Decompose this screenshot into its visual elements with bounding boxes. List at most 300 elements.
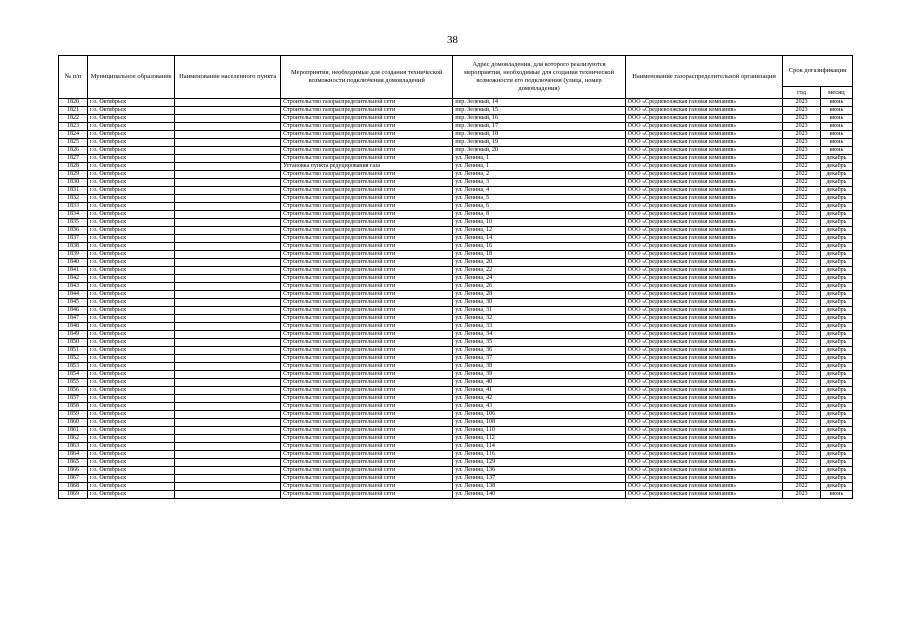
cell-measure: Строительство газораспределительной сети <box>281 451 453 459</box>
cell-num: 1841 <box>59 267 88 275</box>
table-row <box>59 395 853 403</box>
cell-measure: Строительство газораспределительной сети <box>281 235 453 243</box>
cell-address: ул. Ленина, 14 <box>453 235 625 243</box>
cell-settlement <box>175 123 281 131</box>
cell-month: июнь <box>820 107 852 115</box>
cell-address: ул. Ленина, 16 <box>453 243 625 251</box>
cell-municipality: г.о. Октябрьск <box>88 379 175 387</box>
cell-year: 2022 <box>783 171 820 179</box>
cell-month: декабрь <box>820 443 852 451</box>
cell-settlement <box>175 163 281 171</box>
cell-municipality: г.о. Октябрьск <box>88 155 175 163</box>
cell-num: 1835 <box>59 219 88 227</box>
cell-address: пер. Зеленый, 15 <box>453 107 625 115</box>
cell-year: 2022 <box>783 267 820 275</box>
cell-address: ул. Ленина, 3 <box>453 179 625 187</box>
table-row <box>59 411 853 419</box>
table-row <box>59 475 853 483</box>
cell-settlement <box>175 203 281 211</box>
table-row <box>59 99 853 107</box>
cell-organization: ООО «Средневолжская газовая компания» <box>625 299 783 307</box>
cell-measure: Строительство газораспределительной сети <box>281 427 453 435</box>
table-row <box>59 107 853 115</box>
cell-month: июнь <box>820 131 852 139</box>
cell-year: 2022 <box>783 331 820 339</box>
cell-settlement <box>175 315 281 323</box>
cell-organization: ООО «Средневолжская газовая компания» <box>625 315 783 323</box>
cell-num: 1855 <box>59 379 88 387</box>
cell-address: пер. Зеленый, 18 <box>453 131 625 139</box>
cell-address: ул. Ленина, 129 <box>453 459 625 467</box>
cell-organization: ООО «Средневолжская газовая компания» <box>625 219 783 227</box>
cell-settlement <box>175 347 281 355</box>
cell-measure: Строительство газораспределительной сети <box>281 387 453 395</box>
table-row <box>59 291 853 299</box>
table-row <box>59 235 853 243</box>
cell-year: 2022 <box>783 307 820 315</box>
cell-month: декабрь <box>820 411 852 419</box>
cell-address: ул. Ленина, 5 <box>453 195 625 203</box>
cell-measure: Строительство газораспределительной сети <box>281 123 453 131</box>
cell-year: 2023 <box>783 139 820 147</box>
cell-settlement <box>175 291 281 299</box>
cell-municipality: г.о. Октябрьск <box>88 355 175 363</box>
cell-municipality: г.о. Октябрьск <box>88 315 175 323</box>
cell-measure: Установка пункта редуцирования газа <box>281 163 453 171</box>
cell-year: 2023 <box>783 123 820 131</box>
cell-settlement <box>175 363 281 371</box>
cell-address: ул. Ленина, 26 <box>453 283 625 291</box>
cell-municipality: г.о. Октябрьск <box>88 259 175 267</box>
table-body <box>59 99 853 499</box>
cell-organization: ООО «Средневолжская газовая компания» <box>625 275 783 283</box>
cell-organization: ООО «Средневолжская газовая компания» <box>625 171 783 179</box>
cell-year: 2022 <box>783 323 820 331</box>
table-row <box>59 131 853 139</box>
table-row <box>59 355 853 363</box>
cell-month: июнь <box>820 491 852 499</box>
cell-year: 2022 <box>783 483 820 491</box>
cell-address: ул. Ленина, 1 <box>453 163 625 171</box>
cell-address: ул. Ленина, 12 <box>453 227 625 235</box>
cell-settlement <box>175 491 281 499</box>
cell-measure: Строительство газораспределительной сети <box>281 339 453 347</box>
cell-measure: Строительство газораспределительной сети <box>281 395 453 403</box>
cell-num: 1838 <box>59 243 88 251</box>
cell-settlement <box>175 115 281 123</box>
cell-settlement <box>175 227 281 235</box>
cell-organization: ООО «Средневолжская газовая компания» <box>625 451 783 459</box>
cell-measure: Строительство газораспределительной сети <box>281 139 453 147</box>
cell-municipality: г.о. Октябрьск <box>88 275 175 283</box>
cell-month: декабрь <box>820 195 852 203</box>
cell-num: 1824 <box>59 131 88 139</box>
cell-month: декабрь <box>820 179 852 187</box>
cell-year: 2022 <box>783 371 820 379</box>
cell-year: 2022 <box>783 179 820 187</box>
cell-measure: Строительство газораспределительной сети <box>281 355 453 363</box>
cell-municipality: г.о. Октябрьск <box>88 235 175 243</box>
cell-municipality: г.о. Октябрьск <box>88 435 175 443</box>
table-row <box>59 211 853 219</box>
table-row <box>59 315 853 323</box>
table-row <box>59 347 853 355</box>
cell-municipality: г.о. Октябрьск <box>88 291 175 299</box>
table-row <box>59 459 853 467</box>
cell-settlement <box>175 195 281 203</box>
cell-organization: ООО «Средневолжская газовая компания» <box>625 435 783 443</box>
cell-settlement <box>175 155 281 163</box>
cell-month: декабрь <box>820 475 852 483</box>
cell-settlement <box>175 283 281 291</box>
cell-num: 1869 <box>59 491 88 499</box>
cell-num: 1820 <box>59 99 88 107</box>
cell-month: июнь <box>820 147 852 155</box>
cell-num: 1848 <box>59 323 88 331</box>
cell-municipality: г.о. Октябрьск <box>88 251 175 259</box>
cell-organization: ООО «Средневолжская газовая компания» <box>625 99 783 107</box>
header-deadline: Срок догазификации <box>783 56 853 87</box>
cell-organization: ООО «Средневолжская газовая компания» <box>625 123 783 131</box>
cell-address: ул. Ленина, 1 <box>453 155 625 163</box>
cell-municipality: г.о. Октябрьск <box>88 115 175 123</box>
cell-measure: Строительство газораспределительной сети <box>281 459 453 467</box>
cell-municipality: г.о. Октябрьск <box>88 491 175 499</box>
cell-num: 1827 <box>59 155 88 163</box>
cell-municipality: г.о. Октябрьск <box>88 163 175 171</box>
cell-address: ул. Ленина, 30 <box>453 299 625 307</box>
cell-organization: ООО «Средневолжская газовая компания» <box>625 155 783 163</box>
cell-organization: ООО «Средневолжская газовая компания» <box>625 283 783 291</box>
cell-year: 2022 <box>783 315 820 323</box>
cell-municipality: г.о. Октябрьск <box>88 443 175 451</box>
cell-address: ул. Ленина, 34 <box>453 331 625 339</box>
cell-settlement <box>175 219 281 227</box>
cell-num: 1864 <box>59 451 88 459</box>
cell-measure: Строительство газораспределительной сети <box>281 227 453 235</box>
cell-address: пер. Зеленый, 19 <box>453 139 625 147</box>
cell-measure: Строительство газораспределительной сети <box>281 171 453 179</box>
cell-organization: ООО «Средневолжская газовая компания» <box>625 459 783 467</box>
cell-measure: Строительство газораспределительной сети <box>281 347 453 355</box>
cell-year: 2022 <box>783 283 820 291</box>
table-row <box>59 451 853 459</box>
cell-settlement <box>175 251 281 259</box>
cell-year: 2022 <box>783 291 820 299</box>
cell-measure: Строительство газораспределительной сети <box>281 179 453 187</box>
cell-address: ул. Ленина, 39 <box>453 371 625 379</box>
cell-year: 2022 <box>783 235 820 243</box>
cell-organization: ООО «Средневолжская газовая компания» <box>625 339 783 347</box>
cell-organization: ООО «Средневолжская газовая компания» <box>625 371 783 379</box>
cell-municipality: г.о. Октябрьск <box>88 323 175 331</box>
table-row <box>59 379 853 387</box>
cell-year: 2023 <box>783 115 820 123</box>
cell-municipality: г.о. Октябрьск <box>88 307 175 315</box>
cell-address: ул. Ленина, 40 <box>453 379 625 387</box>
cell-municipality: г.о. Октябрьск <box>88 363 175 371</box>
table-row <box>59 259 853 267</box>
cell-settlement <box>175 331 281 339</box>
cell-organization: ООО «Средневолжская газовая компания» <box>625 427 783 435</box>
cell-municipality: г.о. Октябрьск <box>88 475 175 483</box>
cell-year: 2022 <box>783 379 820 387</box>
cell-num: 1853 <box>59 363 88 371</box>
cell-settlement <box>175 379 281 387</box>
header-num: № п/п <box>59 56 88 99</box>
cell-measure: Строительство газораспределительной сети <box>281 299 453 307</box>
cell-organization: ООО «Средневолжская газовая компания» <box>625 243 783 251</box>
cell-municipality: г.о. Октябрьск <box>88 483 175 491</box>
cell-municipality: г.о. Октябрьск <box>88 267 175 275</box>
cell-month: декабрь <box>820 467 852 475</box>
cell-organization: ООО «Средневолжская газовая компания» <box>625 307 783 315</box>
cell-num: 1851 <box>59 347 88 355</box>
cell-organization: ООО «Средневолжская газовая компания» <box>625 403 783 411</box>
cell-year: 2022 <box>783 403 820 411</box>
cell-measure: Строительство газораспределительной сети <box>281 211 453 219</box>
cell-municipality: г.о. Октябрьск <box>88 299 175 307</box>
cell-organization: ООО «Средневолжская газовая компания» <box>625 419 783 427</box>
table-row <box>59 283 853 291</box>
cell-year: 2022 <box>783 275 820 283</box>
cell-address: ул. Ленина, 112 <box>453 435 625 443</box>
cell-num: 1868 <box>59 483 88 491</box>
cell-measure: Строительство газораспределительной сети <box>281 147 453 155</box>
cell-address: ул. Ленина, 8 <box>453 211 625 219</box>
cell-num: 1865 <box>59 459 88 467</box>
cell-num: 1854 <box>59 371 88 379</box>
cell-measure: Строительство газораспределительной сети <box>281 99 453 107</box>
cell-month: декабрь <box>820 275 852 283</box>
table-row <box>59 427 853 435</box>
cell-address: ул. Ленина, 38 <box>453 363 625 371</box>
cell-year: 2022 <box>783 363 820 371</box>
header-municipality: Муниципальное образование <box>88 56 175 99</box>
table-row <box>59 227 853 235</box>
cell-organization: ООО «Средневолжская газовая компания» <box>625 163 783 171</box>
cell-municipality: г.о. Октябрьск <box>88 395 175 403</box>
cell-month: июнь <box>820 123 852 131</box>
cell-measure: Строительство газораспределительной сети <box>281 331 453 339</box>
cell-num: 1849 <box>59 331 88 339</box>
cell-settlement <box>175 107 281 115</box>
cell-settlement <box>175 171 281 179</box>
cell-num: 1852 <box>59 355 88 363</box>
cell-address: ул. Ленина, 114 <box>453 443 625 451</box>
cell-measure: Строительство газораспределительной сети <box>281 195 453 203</box>
cell-address: пер. Зеленый, 16 <box>453 115 625 123</box>
cell-municipality: г.о. Октябрьск <box>88 403 175 411</box>
cell-month: декабрь <box>820 235 852 243</box>
cell-num: 1836 <box>59 227 88 235</box>
cell-municipality: г.о. Октябрьск <box>88 195 175 203</box>
cell-year: 2023 <box>783 131 820 139</box>
cell-year: 2022 <box>783 411 820 419</box>
cell-month: декабрь <box>820 315 852 323</box>
cell-month: декабрь <box>820 371 852 379</box>
cell-num: 1825 <box>59 139 88 147</box>
table-row <box>59 155 853 163</box>
cell-measure: Строительство газораспределительной сети <box>281 251 453 259</box>
cell-month: декабрь <box>820 243 852 251</box>
table-row <box>59 251 853 259</box>
table-row <box>59 179 853 187</box>
cell-address: ул. Ленина, 106 <box>453 411 625 419</box>
cell-settlement <box>175 411 281 419</box>
cell-num: 1840 <box>59 259 88 267</box>
cell-measure: Строительство газораспределительной сети <box>281 467 453 475</box>
cell-month: декабрь <box>820 331 852 339</box>
cell-month: декабрь <box>820 347 852 355</box>
table-row <box>59 483 853 491</box>
cell-settlement <box>175 139 281 147</box>
cell-municipality: г.о. Октябрьск <box>88 283 175 291</box>
cell-num: 1862 <box>59 435 88 443</box>
cell-organization: ООО «Средневолжская газовая компания» <box>625 227 783 235</box>
cell-month: декабрь <box>820 187 852 195</box>
cell-address: ул. Ленина, 24 <box>453 275 625 283</box>
cell-year: 2022 <box>783 451 820 459</box>
cell-month: декабрь <box>820 163 852 171</box>
cell-organization: ООО «Средневолжская газовая компания» <box>625 291 783 299</box>
cell-address: пер. Зеленый, 14 <box>453 99 625 107</box>
cell-measure: Строительство газораспределительной сети <box>281 475 453 483</box>
cell-organization: ООО «Средневолжская газовая компания» <box>625 107 783 115</box>
table-row <box>59 163 853 171</box>
cell-month: декабрь <box>820 419 852 427</box>
cell-month: декабрь <box>820 299 852 307</box>
cell-num: 1826 <box>59 147 88 155</box>
cell-address: ул. Ленина, 110 <box>453 427 625 435</box>
cell-num: 1846 <box>59 307 88 315</box>
cell-num: 1847 <box>59 315 88 323</box>
cell-month: декабрь <box>820 387 852 395</box>
cell-address: ул. Ленина, 43 <box>453 403 625 411</box>
cell-address: ул. Ленина, 42 <box>453 395 625 403</box>
cell-municipality: г.о. Октябрьск <box>88 467 175 475</box>
cell-month: декабрь <box>820 171 852 179</box>
cell-organization: ООО «Средневолжская газовая компания» <box>625 363 783 371</box>
cell-municipality: г.о. Октябрьск <box>88 459 175 467</box>
cell-month: декабрь <box>820 251 852 259</box>
cell-municipality: г.о. Октябрьск <box>88 203 175 211</box>
cell-measure: Строительство газораспределительной сети <box>281 435 453 443</box>
cell-settlement <box>175 451 281 459</box>
header-measures: Мероприятия, необходимые для создания технической возможности подключения домовладений <box>281 56 453 99</box>
cell-settlement <box>175 275 281 283</box>
cell-year: 2023 <box>783 107 820 115</box>
cell-month: декабрь <box>820 219 852 227</box>
cell-organization: ООО «Средневолжская газовая компания» <box>625 195 783 203</box>
cell-month: декабрь <box>820 379 852 387</box>
table-row <box>59 187 853 195</box>
cell-month: июнь <box>820 115 852 123</box>
cell-year: 2022 <box>783 355 820 363</box>
cell-num: 1859 <box>59 411 88 419</box>
cell-month: декабрь <box>820 259 852 267</box>
table-row <box>59 267 853 275</box>
cell-month: декабрь <box>820 267 852 275</box>
cell-address: ул. Ленина, 108 <box>453 419 625 427</box>
table-row <box>59 443 853 451</box>
cell-settlement <box>175 435 281 443</box>
cell-settlement <box>175 483 281 491</box>
cell-settlement <box>175 387 281 395</box>
header-settlement: Наименование населенного пункта <box>175 56 281 99</box>
cell-year: 2022 <box>783 259 820 267</box>
cell-num: 1821 <box>59 107 88 115</box>
cell-num: 1822 <box>59 115 88 123</box>
cell-measure: Строительство газораспределительной сети <box>281 243 453 251</box>
cell-year: 2023 <box>783 99 820 107</box>
cell-municipality: г.о. Октябрьск <box>88 243 175 251</box>
cell-year: 2023 <box>783 147 820 155</box>
cell-measure: Строительство газораспределительной сети <box>281 259 453 267</box>
header-organization: Наименование газораспределительной организации <box>625 56 783 99</box>
cell-organization: ООО «Средневолжская газовая компания» <box>625 411 783 419</box>
cell-num: 1857 <box>59 395 88 403</box>
cell-year: 2022 <box>783 419 820 427</box>
cell-measure: Строительство газораспределительной сети <box>281 131 453 139</box>
cell-address: ул. Ленина, 33 <box>453 323 625 331</box>
cell-settlement <box>175 403 281 411</box>
cell-address: ул. Ленина, 10 <box>453 219 625 227</box>
cell-organization: ООО «Средневолжская газовая компания» <box>625 115 783 123</box>
cell-month: декабрь <box>820 203 852 211</box>
table-row <box>59 275 853 283</box>
cell-settlement <box>175 419 281 427</box>
cell-month: декабрь <box>820 427 852 435</box>
cell-municipality: г.о. Октябрьск <box>88 171 175 179</box>
cell-year: 2022 <box>783 387 820 395</box>
cell-address: ул. Ленина, 136 <box>453 467 625 475</box>
cell-municipality: г.о. Октябрьск <box>88 451 175 459</box>
cell-organization: ООО «Средневолжская газовая компания» <box>625 187 783 195</box>
cell-year: 2022 <box>783 203 820 211</box>
cell-year: 2022 <box>783 243 820 251</box>
cell-organization: ООО «Средневолжская газовая компания» <box>625 131 783 139</box>
cell-measure: Строительство газораспределительной сети <box>281 283 453 291</box>
cell-organization: ООО «Средневолжская газовая компания» <box>625 323 783 331</box>
table-row <box>59 387 853 395</box>
cell-month: декабрь <box>820 291 852 299</box>
cell-year: 2022 <box>783 435 820 443</box>
cell-settlement <box>175 179 281 187</box>
cell-organization: ООО «Средневолжская газовая компания» <box>625 475 783 483</box>
cell-num: 1863 <box>59 443 88 451</box>
cell-settlement <box>175 467 281 475</box>
cell-num: 1823 <box>59 123 88 131</box>
cell-organization: ООО «Средневолжская газовая компания» <box>625 251 783 259</box>
cell-organization: ООО «Средневолжская газовая компания» <box>625 259 783 267</box>
cell-address: ул. Ленина, 2 <box>453 171 625 179</box>
cell-year: 2022 <box>783 187 820 195</box>
cell-organization: ООО «Средневолжская газовая компания» <box>625 467 783 475</box>
cell-address: ул. Ленина, 20 <box>453 259 625 267</box>
cell-address: пер. Зеленый, 17 <box>453 123 625 131</box>
header-month: месяц <box>820 87 852 99</box>
cell-settlement <box>175 339 281 347</box>
cell-address: ул. Ленина, 116 <box>453 451 625 459</box>
cell-num: 1833 <box>59 203 88 211</box>
cell-settlement <box>175 371 281 379</box>
cell-organization: ООО «Средневолжская газовая компания» <box>625 379 783 387</box>
cell-municipality: г.о. Октябрьск <box>88 227 175 235</box>
table-row <box>59 419 853 427</box>
cell-year: 2022 <box>783 395 820 403</box>
cell-settlement <box>175 443 281 451</box>
